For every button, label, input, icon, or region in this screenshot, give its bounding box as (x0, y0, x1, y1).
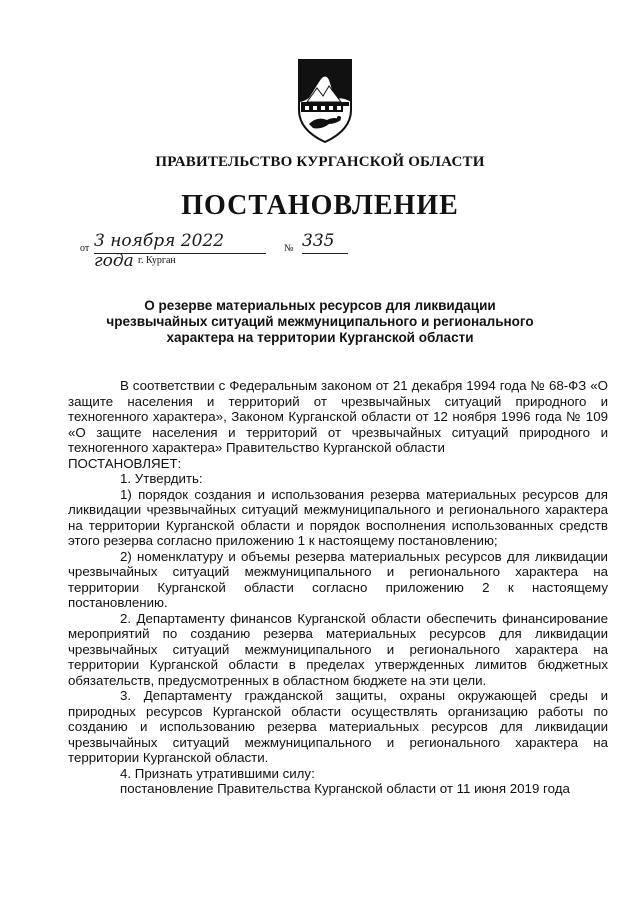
paragraph-subitem-2: 2) номенклатуру и объемы резерва материальных ресурсов для ликвидации чрезвычайных ситуаций межмуниципального и регионального характера на территории Курганской области согласно приложению 2 к настоящему постановлению. (68, 548, 608, 610)
title-line: характера на территории Курганской области (166, 330, 474, 345)
city: г. Курган (138, 255, 176, 266)
document-number: 335 (302, 231, 348, 254)
title-line: О резерве материальных ресурсов для ликвидации (144, 298, 496, 313)
document-date: 3 ноября 2022 года (94, 231, 266, 254)
title-line: чрезвычайных ситуаций межмуниципального и регионального (106, 314, 534, 329)
date-prefix: от (80, 243, 90, 254)
organization-name: ПРАВИТЕЛЬСТВО КУРГАНСКОЙ ОБЛАСТИ (155, 154, 485, 170)
paragraph-item-2: 2. Департаменту финансов Курганской области обеспечить финансирование мероприятий по созданию резерва материальных ресурсов для ликвидации чрезвычайных ситуаций межмуниципального и регионального характера на территории Курганской области в пределах утвержденных лимитов бюджетных обязательств, предусмотренных в областном бюджете на эти цели. (68, 610, 608, 688)
document-type: ПОСТАНОВЛЕНИЕ (181, 190, 459, 221)
document-title (90, 298, 550, 346)
number-prefix: № (284, 243, 294, 254)
paragraph-subitem-1: 1) порядок создания и использования резерва материальных ресурсов для ликвидации чрезвычайных ситуаций межмуниципального и регионального характера на территории Курганской области и порядок восполнения использованных средств этого резерва согласно приложению 1 к настоящему постановлению; (68, 486, 608, 548)
paragraph-item-3: 3. Департаменту гражданской защиты, охраны окружающей среды и природных ресурсов Курганской области осуществлять организацию работы по созданию и использованию резерва материальных ресурсов для ликвидации чрезвычайных ситуаций межмуниципального и регионального характера на территории Курганской области. (68, 688, 608, 765)
date-number-line (80, 231, 380, 271)
paragraph-item-1: 1. Утвердить: (120, 471, 203, 486)
document-body (68, 378, 608, 797)
paragraph-repeal: постановление Правительства Курганской области от 11 июня 2019 года (120, 781, 570, 796)
paragraph-preamble: В соответствии с Федеральным законом от 21 декабря 1994 года № 68-ФЗ «О защите населения и территорий от чрезвычайных ситуаций природного и техногенного характера», Законом Курганской области от 12 ноября 1996 года № 109 «О защите населения и территорий от чрезвычайных ситуаций природного и техногенного характера» Правительство Курганской области (68, 378, 608, 455)
coat-of-arms-icon (295, 58, 355, 144)
paragraph-resolves: ПОСТАНОВЛЯЕТ: (68, 455, 182, 471)
paragraph-item-4: 4. Признать утратившими силу: (120, 765, 315, 781)
